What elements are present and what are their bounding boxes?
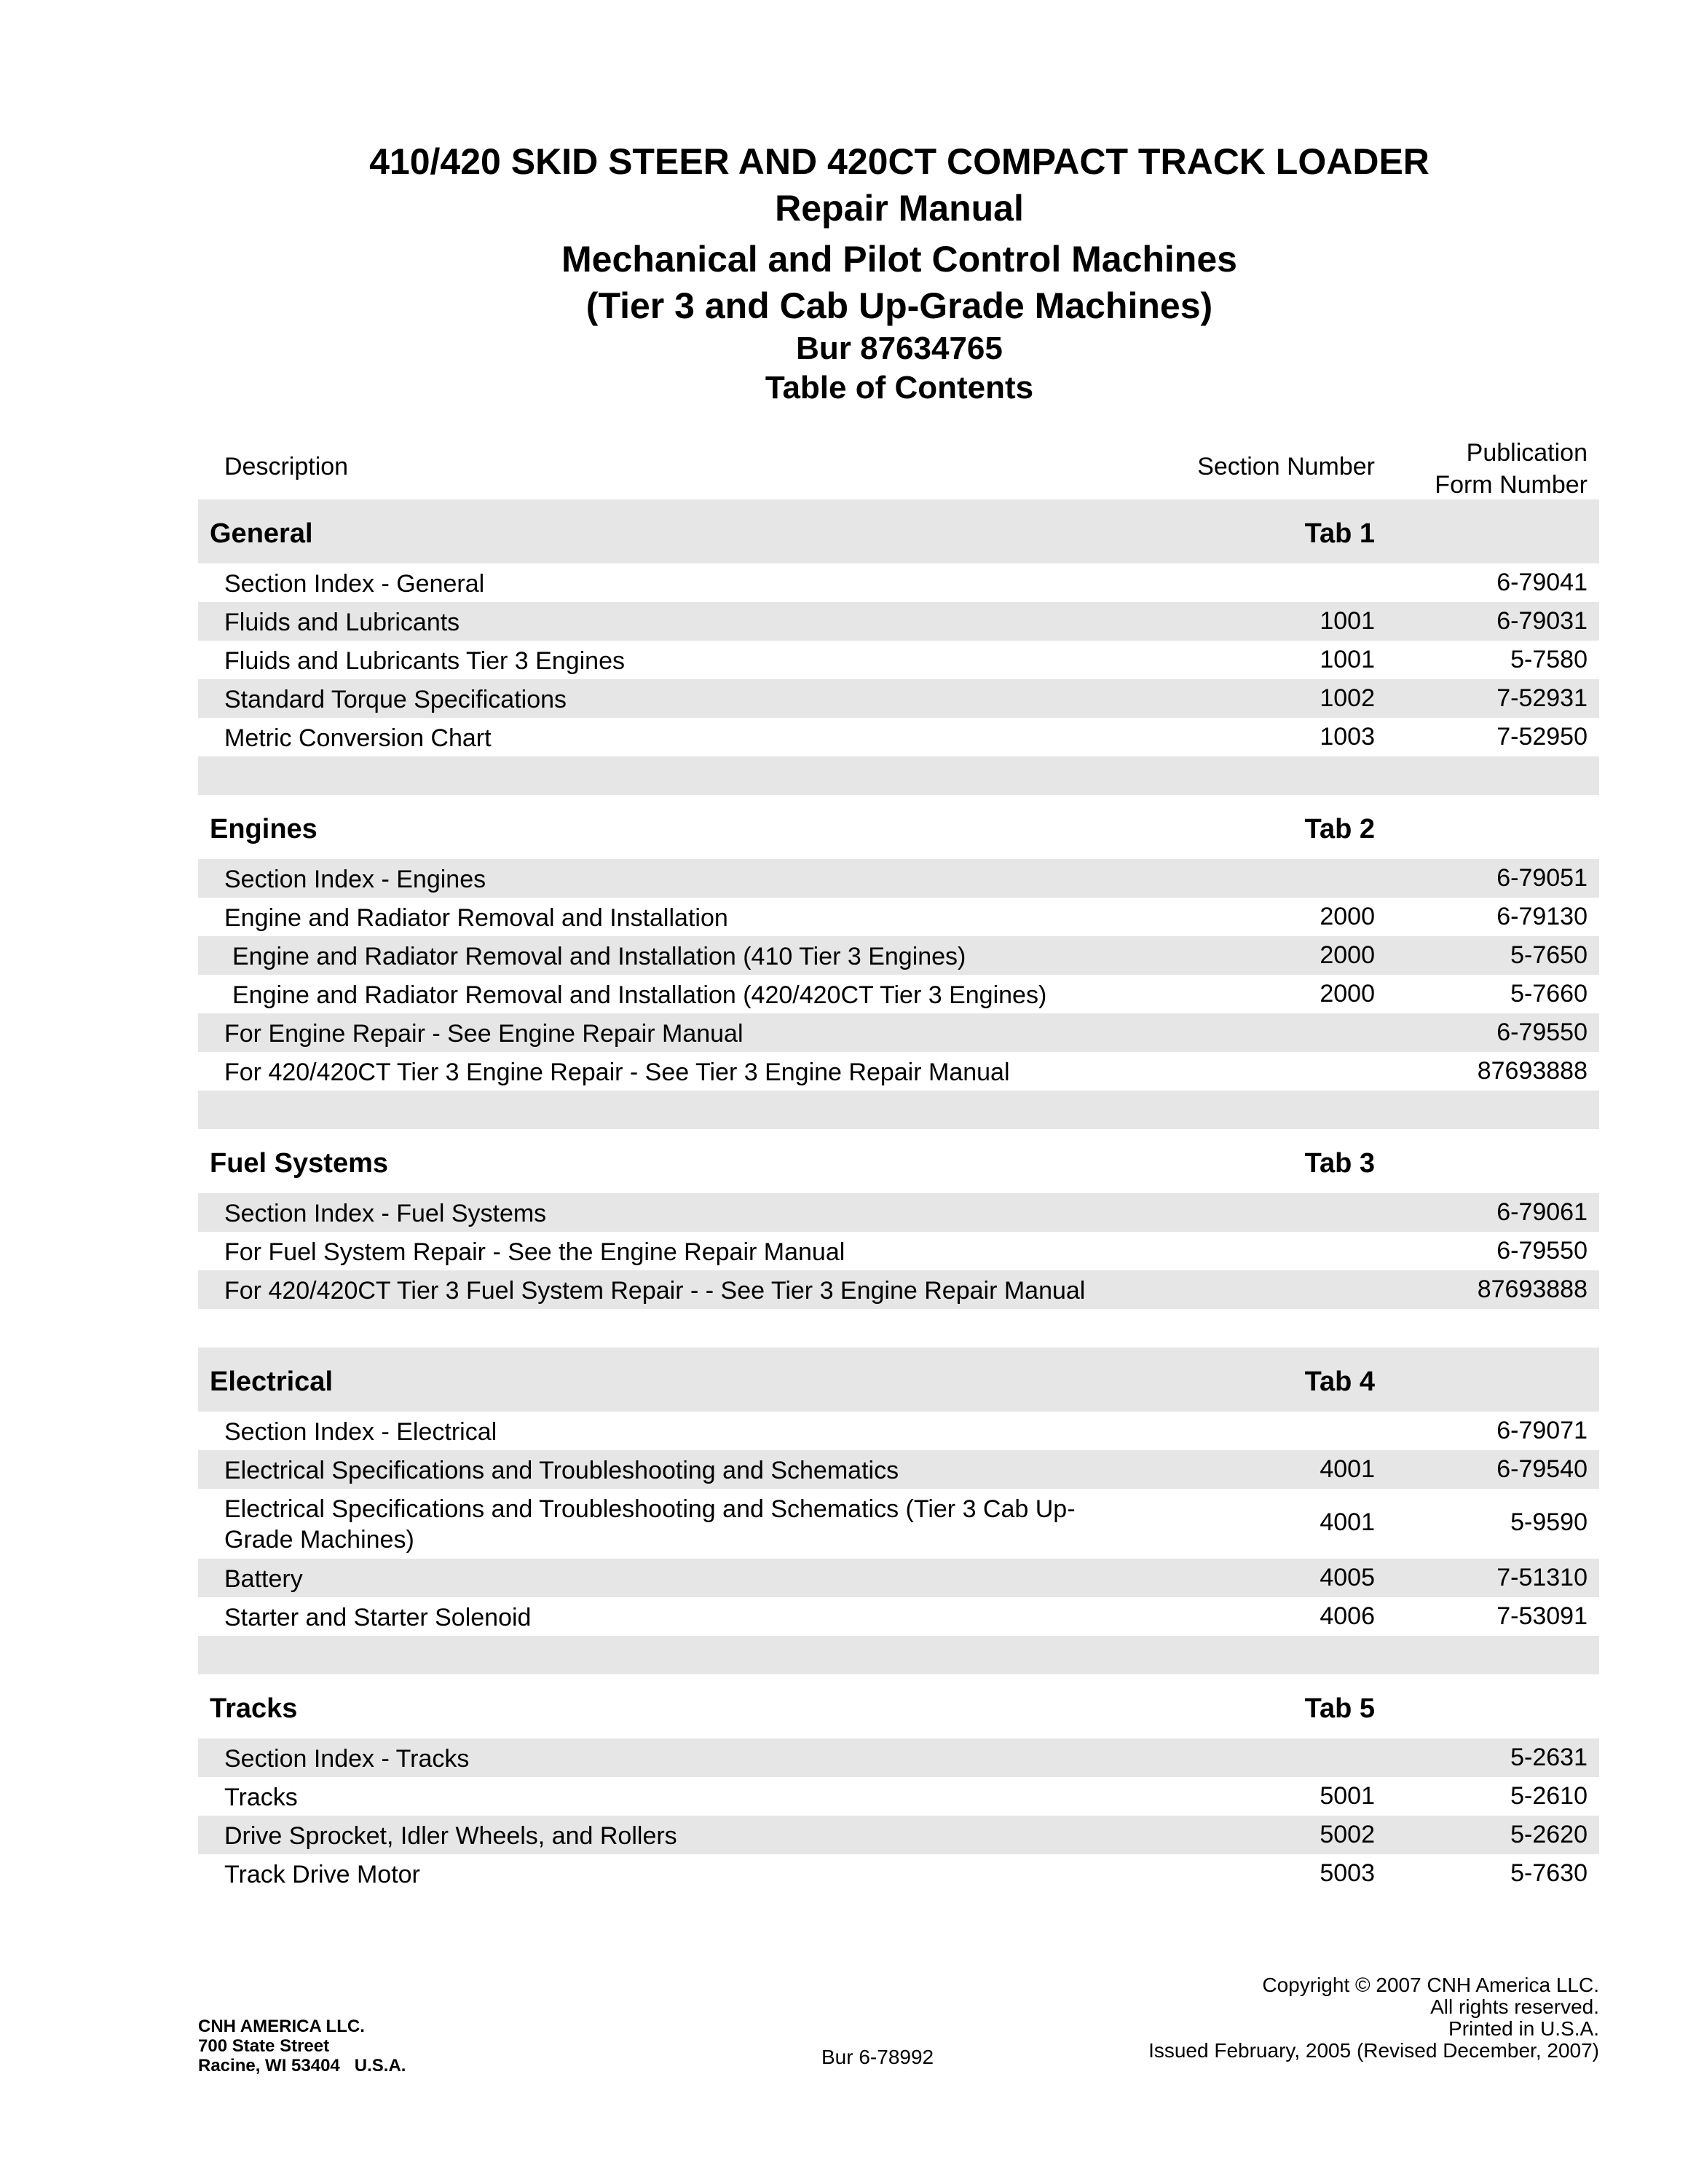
company-name: CNH AMERICA LLC. <box>198 2017 365 2036</box>
toc-row-section: 1003 <box>1320 723 1375 751</box>
toc-row <box>198 1489 1599 1559</box>
toc-row-description: For 420/420CT Tier 3 Fuel System Repair - - See Tier 3 Engine Repair Manual <box>224 1277 1086 1305</box>
table-of-contents <box>198 499 1599 1893</box>
toc-row-section: 5003 <box>1320 1859 1375 1887</box>
toc-row-publication: 6-79540 <box>1496 1455 1588 1483</box>
toc-row <box>198 1412 1599 1450</box>
document-bur-number: Bur 87634765 <box>796 331 1003 366</box>
toc-row-description: Metric Conversion Chart <box>224 724 492 752</box>
toc-row-description: Fluids and Lubricants Tier 3 Engines <box>224 647 625 675</box>
toc-row-section: 2000 <box>1320 980 1375 1008</box>
toc-row-description: Tracks <box>224 1784 298 1811</box>
toc-row <box>198 718 1599 756</box>
spacer-row <box>198 1636 1599 1674</box>
toc-row <box>198 602 1599 641</box>
toc-row-publication: 5-7630 <box>1510 1859 1588 1887</box>
printed-line: Printed in U.S.A. <box>1448 2017 1599 2040</box>
toc-row-publication: 7-51310 <box>1496 1564 1588 1591</box>
spacer-row <box>198 756 1599 795</box>
toc-row <box>198 641 1599 679</box>
toc-row-description: Engine and Radiator Removal and Installation (410 Tier 3 Engines) <box>232 943 966 970</box>
group-tab: Tab 4 <box>1304 1366 1375 1397</box>
group-tab: Tab 5 <box>1304 1693 1375 1724</box>
toc-row <box>198 1597 1599 1636</box>
toc-row-publication: 5-7580 <box>1510 646 1588 673</box>
toc-row-publication: 6-79061 <box>1496 1198 1588 1226</box>
toc-row-description: Section Index - Tracks <box>224 1745 470 1773</box>
toc-row-section: 4005 <box>1320 1564 1375 1591</box>
company-street: 700 State Street <box>198 2036 330 2056</box>
document-subtitle: Repair Manual <box>775 188 1024 229</box>
toc-row-publication: 5-9590 <box>1510 1508 1588 1536</box>
toc-row <box>198 1450 1599 1489</box>
toc-row <box>198 1816 1599 1854</box>
toc-row <box>198 1559 1599 1597</box>
toc-row-publication: 7-53091 <box>1496 1602 1588 1630</box>
group-header-fuel-systems <box>198 1129 1599 1193</box>
column-headers <box>198 437 1599 498</box>
group-name: Tracks <box>210 1693 298 1724</box>
document-title: 410/420 SKID STEER AND 420CT COMPACT TRACK LOADER <box>369 141 1429 182</box>
toc-row-section: 4001 <box>1320 1508 1375 1536</box>
toc-row <box>198 859 1599 898</box>
column-header-publication-line1: Publication <box>1466 439 1588 467</box>
toc-row-publication: 5-2620 <box>1510 1821 1588 1848</box>
toc-row-description: Drive Sprocket, Idler Wheels, and Rollers <box>224 1822 677 1850</box>
toc-row-publication: 6-79550 <box>1496 1018 1588 1046</box>
toc-row-publication: 87693888 <box>1477 1275 1588 1303</box>
toc-row-publication: 6-79051 <box>1496 864 1588 892</box>
column-header-description: Description <box>224 453 349 480</box>
toc-row-description: Section Index - Fuel Systems <box>224 1200 547 1227</box>
toc-row-description: Electrical Specifications and Troubleshooting and Schematics (Tier 3 Cab Up-Grade Machines) <box>224 1495 1076 1554</box>
toc-row-publication: 6-79031 <box>1496 607 1588 635</box>
toc-row-description: Section Index - Electrical <box>224 1418 497 1446</box>
group-header-general <box>198 499 1599 563</box>
group-header-tracks <box>198 1674 1599 1738</box>
toc-row-description: Battery <box>224 1565 303 1593</box>
toc-row-publication: 6-79130 <box>1496 903 1588 930</box>
column-header-publication <box>1398 437 1588 501</box>
toc-row-publication: 6-79550 <box>1496 1237 1588 1265</box>
toc-row-section: 1001 <box>1320 646 1375 673</box>
group-tab: Tab 3 <box>1304 1148 1375 1179</box>
toc-row-section: 1001 <box>1320 607 1375 635</box>
toc-row <box>198 975 1599 1013</box>
toc-row-publication: 6-79041 <box>1496 569 1588 596</box>
toc-row-section: 2000 <box>1320 903 1375 930</box>
toc-row-section: 2000 <box>1320 941 1375 969</box>
toc-row <box>198 1738 1599 1777</box>
rights-line: All rights reserved. <box>1430 1995 1599 2018</box>
toc-row-publication: 5-2631 <box>1510 1744 1588 1771</box>
toc-row <box>198 936 1599 975</box>
toc-row-description: Engine and Radiator Removal and Installation <box>224 904 728 932</box>
issued-line: Issued February, 2005 (Revised December, 2007) <box>1148 2039 1599 2062</box>
toc-row-description: Starter and Starter Solenoid <box>224 1604 532 1631</box>
group-name: Electrical <box>210 1366 333 1397</box>
group-name: Fuel Systems <box>210 1148 388 1179</box>
toc-row-publication: 7-52931 <box>1496 684 1588 712</box>
toc-row <box>198 1013 1599 1052</box>
toc-row-description: Engine and Radiator Removal and Installation (420/420CT Tier 3 Engines) <box>232 981 1047 1009</box>
toc-row-publication: 5-7660 <box>1510 980 1588 1008</box>
toc-row <box>198 1232 1599 1270</box>
toc-row <box>198 1854 1599 1893</box>
toc-row-section: 5001 <box>1320 1782 1375 1810</box>
group-name: General <box>210 518 313 549</box>
toc-row-section: 5002 <box>1320 1821 1375 1848</box>
toc-row <box>198 679 1599 718</box>
toc-row-description: Standard Torque Specifications <box>224 686 567 713</box>
company-city: Racine, WI 53404 U.S.A. <box>198 2056 406 2076</box>
spacer-row <box>198 1091 1599 1129</box>
group-header-engines <box>198 795 1599 859</box>
toc-row-publication: 5-2610 <box>1510 1782 1588 1810</box>
toc-row-description: Fluids and Lubricants <box>224 609 460 636</box>
group-name: Engines <box>210 814 318 844</box>
toc-row-description: Section Index - Engines <box>224 866 486 893</box>
toc-row <box>198 1777 1599 1816</box>
toc-row <box>198 898 1599 936</box>
column-header-section-number: Section Number <box>1197 453 1375 480</box>
toc-row-section: 1002 <box>1320 684 1375 712</box>
toc-row <box>198 1270 1599 1309</box>
toc-row-description: Electrical Specifications and Troubleshooting and Schematics <box>224 1457 899 1484</box>
company-address <box>198 2017 406 2076</box>
toc-row-section: 4006 <box>1320 1602 1375 1630</box>
column-header-publication-line2: Form Number <box>1435 471 1588 499</box>
toc-row-publication: 6-79071 <box>1496 1417 1588 1444</box>
toc-row <box>198 1193 1599 1232</box>
toc-row-description: For 420/420CT Tier 3 Engine Repair - See Tier 3 Engine Repair Manual <box>224 1059 1010 1086</box>
toc-row-description: For Engine Repair - See Engine Repair Manual <box>224 1020 744 1048</box>
spacer-row <box>198 1309 1599 1348</box>
toc-row-publication: 5-7650 <box>1510 941 1588 969</box>
copyright-line: Copyright © 2007 CNH America LLC. <box>1262 1974 1599 1996</box>
toc-row <box>198 1052 1599 1091</box>
toc-row-description: For Fuel System Repair - See the Engine Repair Manual <box>224 1238 845 1266</box>
group-header-electrical <box>198 1348 1599 1412</box>
toc-row-section: 4001 <box>1320 1455 1375 1483</box>
toc-row-description: Section Index - General <box>224 570 485 598</box>
group-tab: Tab 2 <box>1304 814 1375 844</box>
footer-bur-number: Bur 6-78992 <box>821 2046 934 2068</box>
toc-row-description: Track Drive Motor <box>224 1861 420 1888</box>
toc-heading: Table of Contents <box>765 370 1034 405</box>
document-subtitle-tier: (Tier 3 and Cab Up-Grade Machines) <box>585 285 1213 326</box>
group-tab: Tab 1 <box>1304 518 1375 549</box>
toc-row <box>198 563 1599 602</box>
copyright-block <box>1148 1974 1599 2062</box>
document-subtitle-machines: Mechanical and Pilot Control Machines <box>561 239 1237 280</box>
toc-row-publication: 7-52950 <box>1496 723 1588 751</box>
toc-row-publication: 87693888 <box>1477 1057 1588 1085</box>
title-block <box>0 138 1688 408</box>
